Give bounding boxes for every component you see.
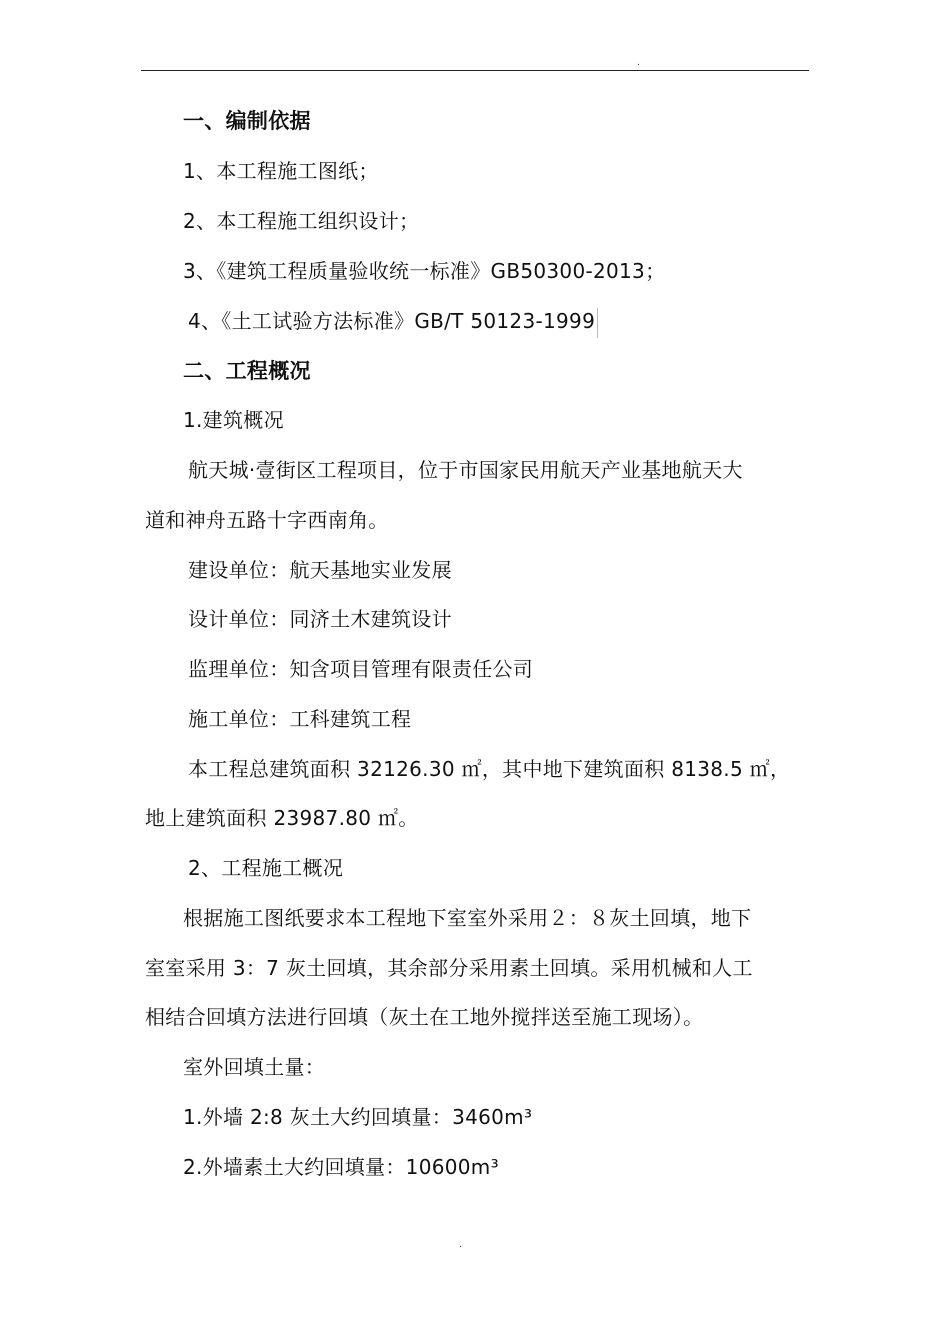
footer-mark: . [459, 1240, 462, 1250]
paragraph-line: 本工程总建筑面积 32126.30 ㎡，其中地下建筑面积 8138.5 ㎡， [188, 757, 791, 781]
paragraph-line: 地上建筑面积 23987.80 ㎡。 [145, 806, 419, 830]
unit-line: 施工单位：工科建筑工程 [188, 707, 412, 731]
unit-line: 建设单位：航天基地实业发展 [188, 558, 452, 582]
basis-item: 3、《建筑工程质量验收统一标准》GB50300-2013； [183, 259, 666, 283]
header-rule [141, 70, 809, 71]
basis-item-with-cursor [188, 307, 598, 338]
paragraph-line: 室室采用 3：7 灰土回填，其余部分采用素土回填。采用机械和人工 [145, 956, 753, 980]
basis-item: 2、本工程施工组织设计； [183, 209, 420, 233]
subsection-title-building: 1.建筑概况 [183, 408, 284, 432]
section-heading-overview: 二、工程概况 [183, 359, 311, 383]
volume-title: 室外回填土量： [183, 1055, 326, 1079]
basis-item: 1、本工程施工图纸； [183, 159, 379, 183]
paragraph-line: 航天城·壹街区工程项目，位于市国家民用航天产业基地航天大 [188, 458, 743, 482]
paragraph-line: 相结合回填方法进行回填（灰土在工地外搅拌送至施工现场）。 [145, 1005, 704, 1029]
unit-line: 监理单位：知含项目管理有限责任公司 [188, 657, 534, 681]
subsection-title-construction: 2、工程施工概况 [188, 856, 344, 880]
paragraph-line: 道和神舟五路十字西南角。 [145, 508, 389, 532]
section-heading-basis: 一、编制依据 [183, 109, 311, 133]
volume-item: 2.外墙素土大约回填量：10600m³ [183, 1155, 499, 1179]
header-mark: . [637, 58, 640, 68]
paragraph-line: 根据施工图纸要求本工程地下室室外采用２：８灰土回填，地下 [183, 906, 752, 930]
volume-item: 1.外墙 2:8 灰土大约回填量：3460m³ [183, 1105, 533, 1129]
text-cursor [597, 308, 598, 338]
basis-item: 4、《土工试验方法标准》GB/T 50123-1999 [188, 309, 596, 333]
unit-line: 设计单位：同济土木建筑设计 [188, 607, 452, 631]
